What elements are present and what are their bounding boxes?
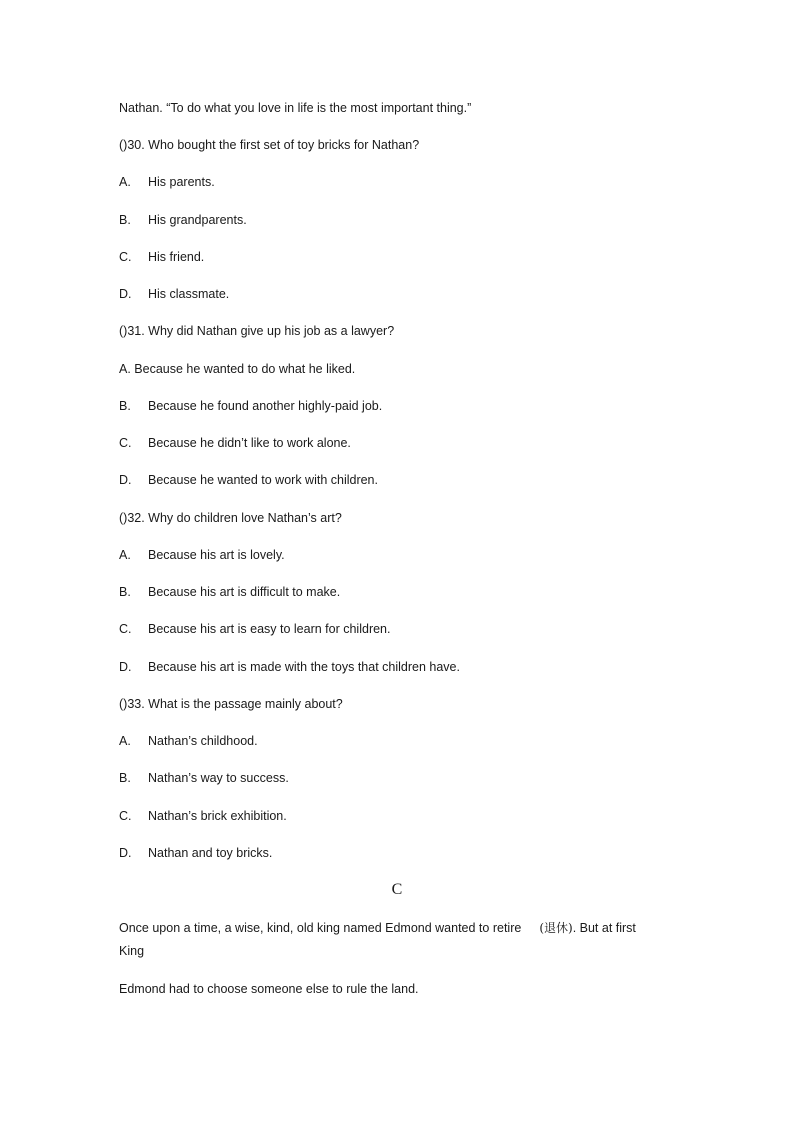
question-31-option-d: D. Because he wanted to work with children. — [119, 473, 378, 487]
section-c-heading: C — [391, 881, 403, 898]
section-c-line-2: King — [119, 944, 145, 958]
question-30-option-c: C. His friend. — [119, 250, 205, 264]
section-c-line-3: Edmond had to choose someone else to rule the land. — [119, 982, 419, 996]
question-33-option-c: C. Nathan’s brick exhibition. — [119, 809, 287, 823]
question-32-option-b: B. Because his art is difficult to make. — [119, 585, 341, 599]
question-31-option-a: A. Because he wanted to do what he liked. — [119, 362, 356, 376]
question-33-option-a: A. Nathan’s childhood. — [119, 734, 258, 748]
question-30-option-d: D. His classmate. — [119, 287, 230, 301]
intro-line: Nathan. “To do what you love in life is the most important thing.” — [119, 101, 472, 115]
question-32-option-c: C. Because his art is easy to learn for children. — [119, 622, 391, 636]
question-30-prompt: ()30. Who bought the first set of toy bricks for Nathan? — [119, 138, 420, 152]
question-31-prompt: ()31. Why did Nathan give up his job as a lawyer? — [119, 324, 395, 338]
question-32-option-a: A. Because his art is lovely. — [119, 548, 285, 562]
question-32-prompt: ()32. Why do children love Nathan’s art? — [119, 511, 342, 525]
question-33-option-d: D. Nathan and toy bricks. — [119, 846, 273, 860]
question-33-prompt: ()33. What is the passage mainly about? — [119, 697, 343, 711]
question-31-option-c: C. Because he didn’t like to work alone. — [119, 436, 351, 450]
question-31-option-b: B. Because he found another highly-paid job. — [119, 399, 383, 413]
section-c-line-1: Once upon a time, a wise, kind, old king named Edmond wanted to retire (退休). But at first — [119, 921, 636, 935]
question-33-option-b: B. Nathan’s way to success. — [119, 771, 289, 785]
question-30-option-b: B. His grandparents. — [119, 213, 247, 227]
section-c-gloss: (退休) — [539, 921, 573, 935]
question-30-option-a: A. His parents. — [119, 175, 215, 189]
question-32-option-d: D. Because his art is made with the toys that children have. — [119, 660, 460, 674]
